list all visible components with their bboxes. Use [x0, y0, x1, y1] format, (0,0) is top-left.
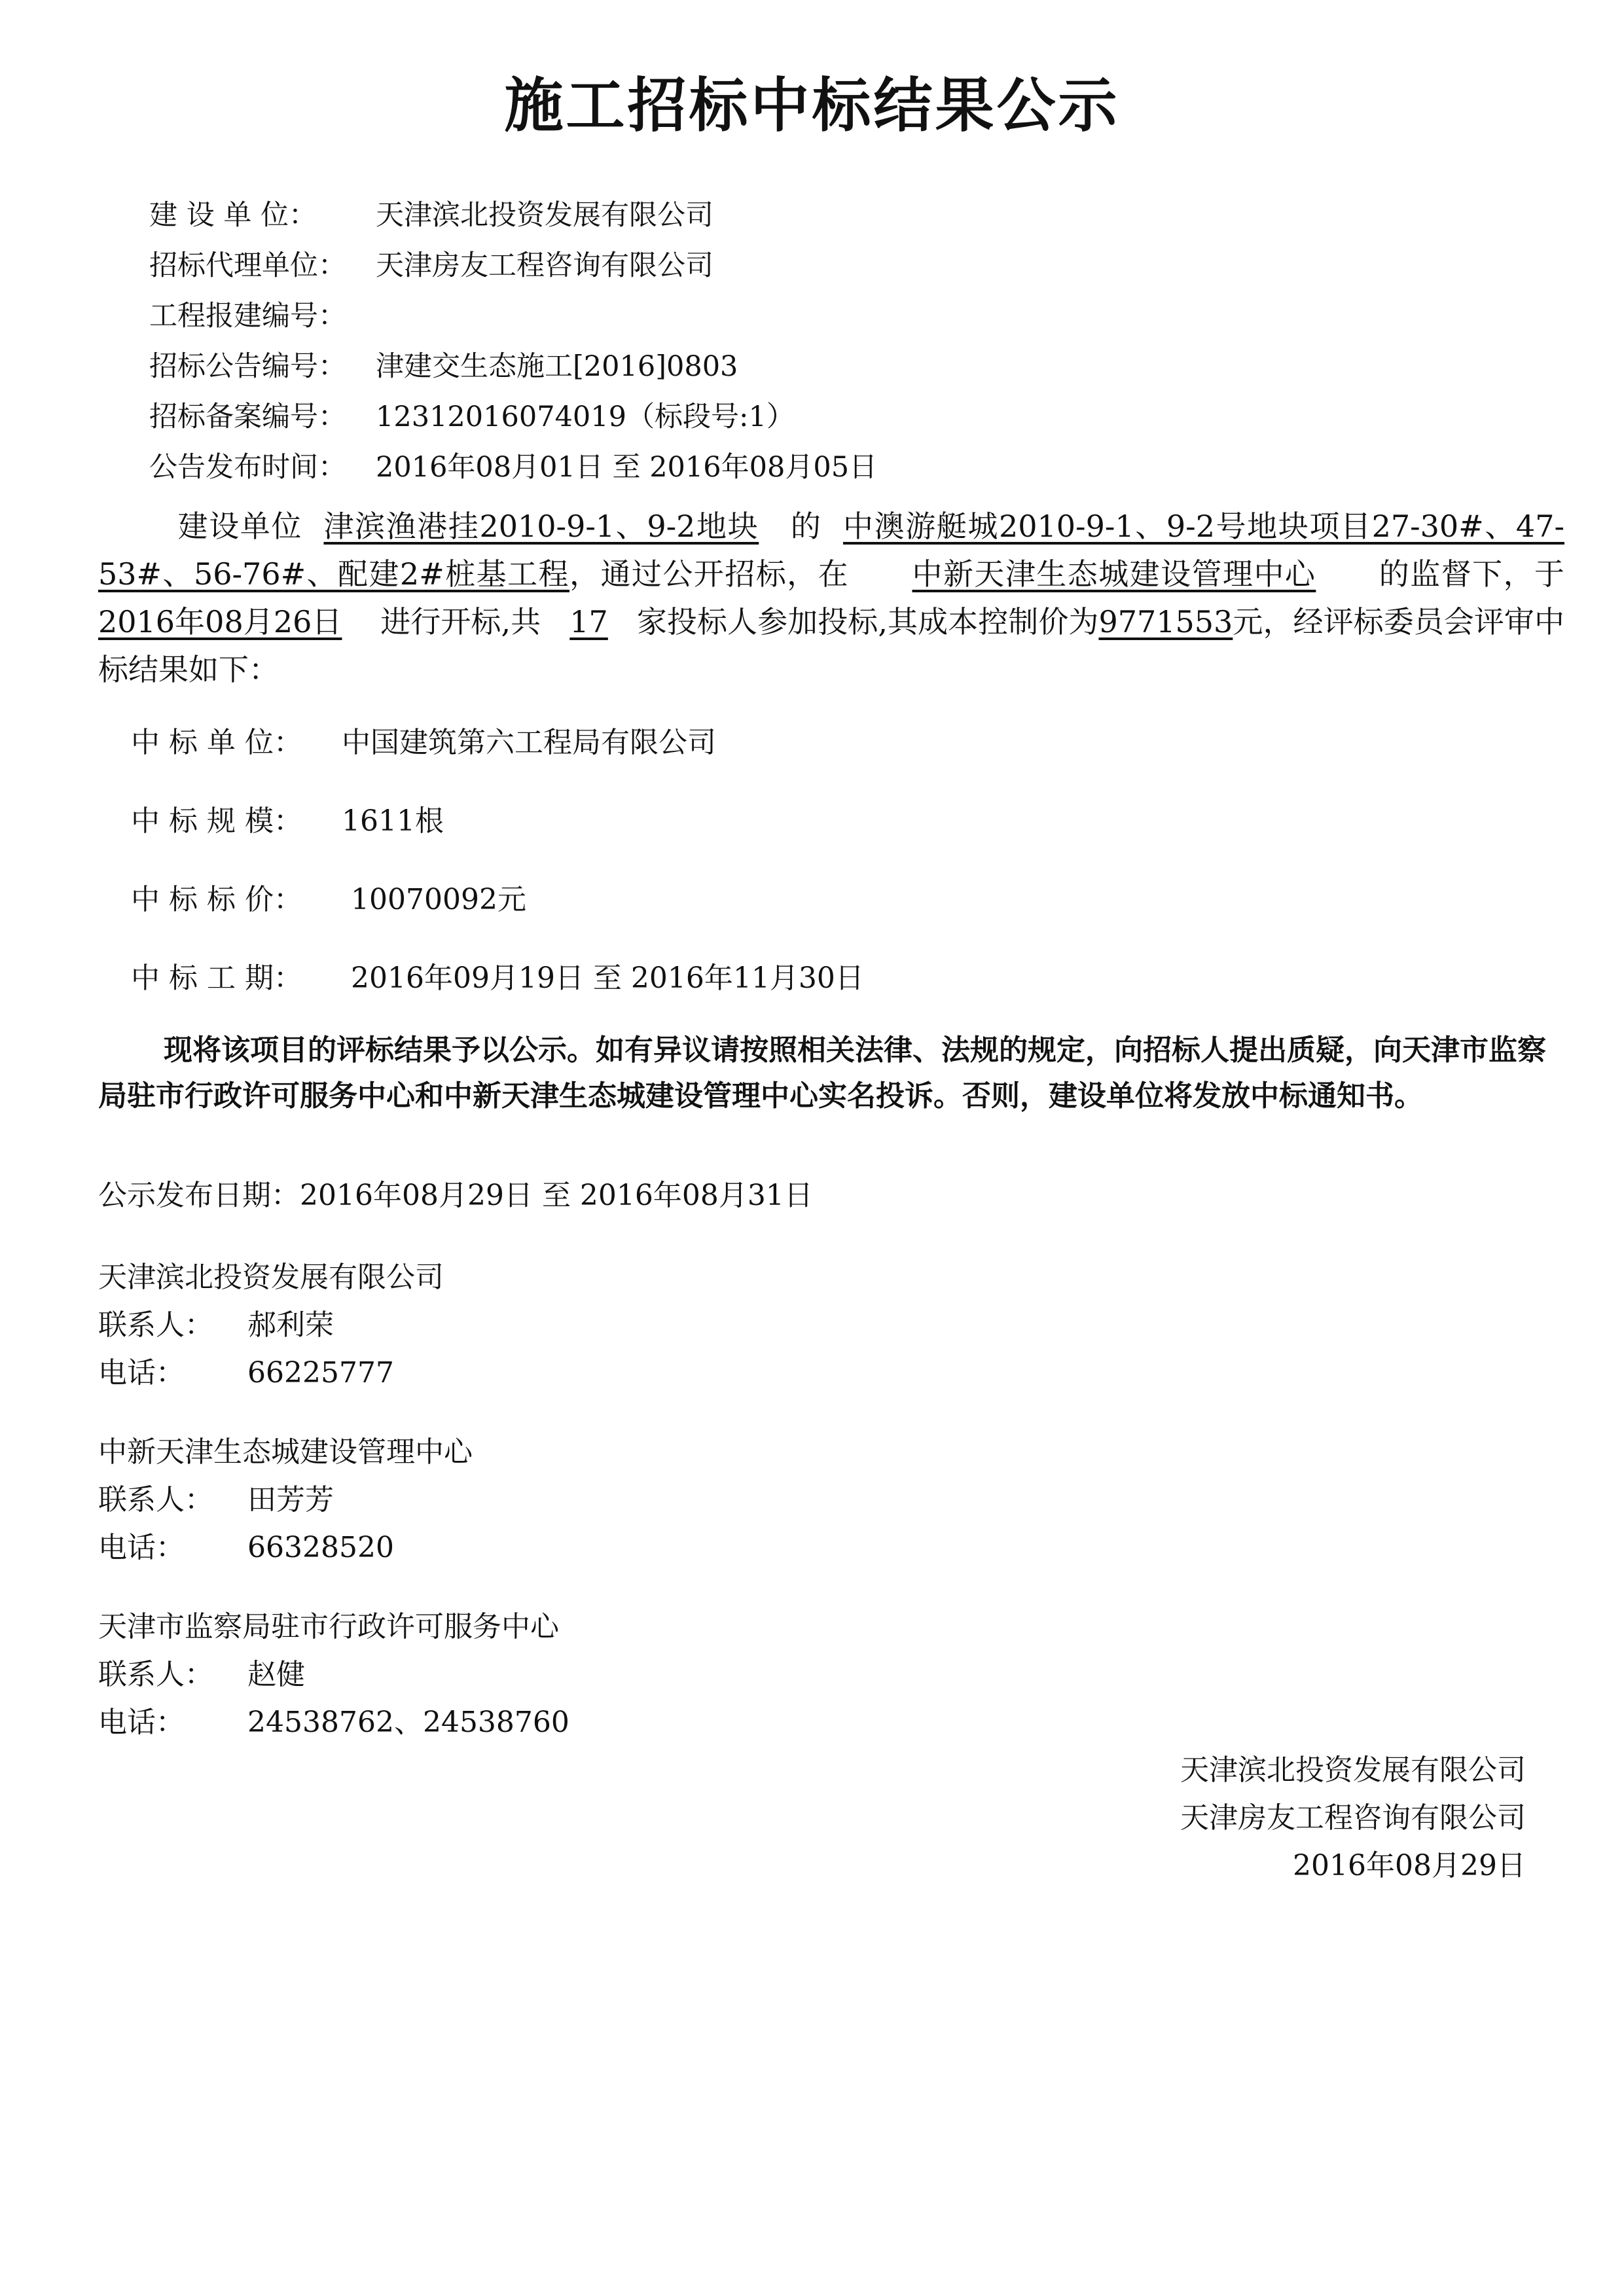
contact-phone-label: 电话： [98, 1706, 185, 1739]
winner-row-price [131, 876, 526, 918]
winner-row-unit [131, 719, 716, 761]
para-text: 的监督下，于 [1379, 556, 1565, 592]
header-label: 招标备案编号： [149, 401, 346, 433]
para-text: 家投标人参加投标,其成本控制价为 [636, 604, 1099, 639]
para-text: 元，经评标委员会评审中标结果如下： [98, 604, 1564, 687]
winner-row-duration [131, 954, 864, 996]
header-row-construction-unit [149, 193, 713, 233]
header-value: 天津滨北投资发展有限公司 [376, 199, 713, 232]
header-row-announcement-number [149, 344, 738, 384]
contact-org: 中新天津生态城建设管理中心 [98, 1435, 473, 1469]
site-name: 津滨渔港挂2010-9-1、9-2地块 [323, 509, 759, 544]
bid-open-date: 2016年08月26日 [98, 604, 342, 639]
cost-control-price: 9771553 [1098, 604, 1233, 639]
contact-person: 田芳芳 [247, 1483, 334, 1516]
contact-person-label: 联系人： [98, 1308, 213, 1342]
winner-label: 中 标 标 价： [131, 883, 302, 916]
winner-label: 中 标 工 期： [131, 961, 302, 995]
signature-org-2: 天津房友工程咨询有限公司 [1180, 1801, 1526, 1835]
contact-person-label: 联系人： [98, 1658, 213, 1691]
objection-notice [98, 1028, 1564, 1119]
contact-person-row [98, 1301, 334, 1343]
para-text: 建设单位 [177, 509, 303, 544]
winner-label: 中 标 单 位： [131, 726, 302, 759]
winner-value: 中国建筑第六工程局有限公司 [342, 726, 716, 759]
header-row-publish-time [149, 445, 877, 485]
contact-phone-label: 电话： [98, 1531, 185, 1564]
contact-phone-row [98, 1349, 394, 1391]
header-row-filing-number [149, 395, 795, 435]
signature-org-1: 天津滨北投资发展有限公司 [1180, 1753, 1526, 1787]
header-row-agency [149, 243, 713, 283]
header-value: 2016年08月01日 至 2016年08月05日 [376, 451, 878, 484]
winner-value: 1611根 [342, 804, 444, 838]
header-label: 建 设 单 位： [149, 199, 317, 232]
contact-phone: 66328520 [247, 1531, 394, 1564]
header-label: 公告发布时间： [149, 451, 346, 484]
winner-label: 中 标 规 模： [131, 804, 302, 838]
contact-person-row [98, 1476, 334, 1518]
publish-date: 公示发布日期：2016年08月29日 至 2016年08月31日 [98, 1179, 813, 1212]
winner-row-scale [131, 797, 444, 839]
notice-text: 现将该项目的评标结果予以公示。如有异议请按照相关法律、法规的规定，向招标人提出质疑，向天津市监察局驻市行政许可服务中心和中新天津生态城建设管理中心实名投诉。否则，建设单位将发放中标通知书。 [98, 1033, 1546, 1113]
contact-phone-row [98, 1524, 394, 1566]
contact-person: 郝利荣 [247, 1308, 334, 1342]
winner-value: 10070092元 [342, 883, 526, 916]
contact-person: 赵健 [247, 1658, 305, 1691]
header-value: 津建交生态施工[2016]0803 [376, 350, 738, 383]
para-text: 进行开标,共 [380, 604, 541, 639]
page-title: 施工招标中标结果公示 [504, 71, 1120, 140]
header-row-project-number [149, 294, 376, 334]
project-name: 中澳游艇城2010-9-1、9-2号地块项目27-30#、47-53#、56-76#、配建2#桩基工程 [98, 509, 1564, 592]
supervisor-name: 中新天津生态城建设管理中心 [912, 556, 1316, 592]
winner-value: 2016年09月19日 至 2016年11月30日 [342, 961, 864, 995]
header-value: 12312016074019（标段号:1） [376, 401, 795, 433]
header-label: 招标代理单位： [149, 249, 346, 282]
contact-org: 天津市监察局驻市行政许可服务中心 [98, 1610, 559, 1643]
contact-phone-row [98, 1698, 569, 1740]
header-label: 招标公告编号： [149, 350, 346, 383]
bidder-count: 17 [569, 604, 608, 639]
contact-person-row [98, 1651, 305, 1693]
contact-person-label: 联系人： [98, 1483, 213, 1516]
para-text: 的 [790, 509, 822, 544]
contact-phone: 66225777 [247, 1356, 394, 1390]
signature-date: 2016年08月29日 [1293, 1849, 1526, 1882]
header-label: 工程报建编号： [149, 300, 346, 332]
contact-phone-label: 电话： [98, 1356, 185, 1390]
bid-summary-paragraph [98, 503, 1564, 694]
contact-phone: 24538762、24538760 [247, 1706, 569, 1739]
contact-org: 天津滨北投资发展有限公司 [98, 1261, 444, 1294]
para-text: ，通过公开招标，在 [569, 556, 850, 592]
header-value: 天津房友工程咨询有限公司 [376, 249, 713, 282]
